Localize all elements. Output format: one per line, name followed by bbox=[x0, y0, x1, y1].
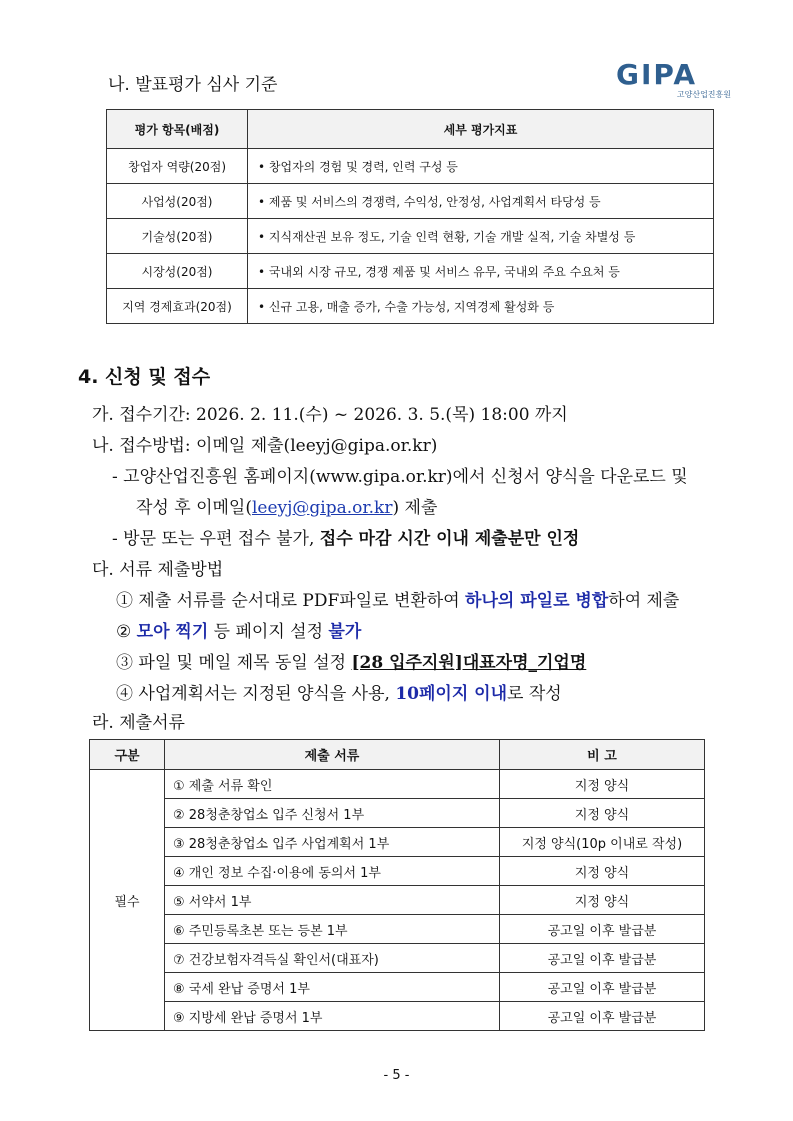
header-note: 비 고 bbox=[500, 740, 705, 770]
document-note: 지정 양식(10p 이내로 작성) bbox=[500, 828, 705, 857]
rule-1-text: ① 제출 서류를 순서대로 PDF파일로 변환하여 bbox=[116, 591, 466, 611]
criteria-detail: • 창업자의 경험 및 경력, 인력 구성 등 bbox=[248, 149, 714, 184]
evaluation-criteria-table bbox=[106, 109, 714, 324]
document-name: ⑤ 서약서 1부 bbox=[165, 886, 500, 915]
documents-title: 라. 제출서류 bbox=[92, 713, 185, 733]
table-row bbox=[90, 1002, 705, 1031]
header-category: 구분 bbox=[90, 740, 165, 770]
criteria-item: 창업자 역량(20점) bbox=[107, 149, 248, 184]
header-document: 제출 서류 bbox=[165, 740, 500, 770]
rule-2-text: 등 페이지 설정 bbox=[208, 622, 329, 642]
application-method: 나. 접수방법: 이메일 제출(leeyj@gipa.or.kr) bbox=[92, 436, 438, 456]
section-heading: 4. 신청 및 접수 bbox=[78, 366, 211, 388]
table-row bbox=[107, 149, 714, 184]
submission-title: 다. 서류 제출방법 bbox=[92, 560, 224, 580]
submission-rule-3 bbox=[116, 648, 586, 673]
logo-text: GIPA bbox=[616, 58, 698, 91]
page-number: - 5 - bbox=[383, 1068, 410, 1083]
document-note: 지정 양식 bbox=[500, 857, 705, 886]
criteria-detail: • 신규 고용, 매출 증가, 수출 가능성, 지역경제 활성화 등 bbox=[248, 289, 714, 324]
document-name: ① 제출 서류 확인 bbox=[165, 770, 500, 799]
logo-subtext: 고양산업진흥원 bbox=[676, 90, 731, 99]
document-name: ③ 28청춘창업소 입주 사업계획서 1부 bbox=[165, 828, 500, 857]
method-detail-2-prefix: 작성 후 이메일( bbox=[136, 498, 252, 518]
rule-2-prefix: ② bbox=[116, 622, 137, 642]
criteria-item: 지역 경제효과(20점) bbox=[107, 289, 248, 324]
section-subtitle: 나. 발표평가 심사 기준 bbox=[108, 75, 278, 95]
criteria-item: 시장성(20점) bbox=[107, 254, 248, 289]
required-documents-table bbox=[89, 739, 705, 1031]
method-detail-3 bbox=[112, 524, 579, 549]
category-cell: 필수 bbox=[90, 770, 165, 1031]
table-row bbox=[90, 944, 705, 973]
criteria-item: 기술성(20점) bbox=[107, 219, 248, 254]
document-name: ② 28청춘창업소 입주 신청서 1부 bbox=[165, 799, 500, 828]
rule-4-suffix: 로 작성 bbox=[507, 684, 562, 704]
table-row bbox=[90, 915, 705, 944]
rule-4-text: ④ 사업계획서는 지정된 양식을 사용, bbox=[116, 684, 396, 704]
header-item: 평가 항목(배점) bbox=[107, 110, 248, 149]
table-header-row bbox=[107, 110, 714, 149]
gipa-logo bbox=[616, 56, 731, 99]
document-note: 지정 양식 bbox=[500, 886, 705, 915]
criteria-item: 사업성(20점) bbox=[107, 184, 248, 219]
submission-rule-1 bbox=[116, 586, 679, 611]
rule-1-suffix: 하여 제출 bbox=[608, 591, 680, 611]
table-row bbox=[107, 289, 714, 324]
table-row bbox=[90, 799, 705, 828]
rule-3-format: [28 입주지원]대표자명_기업명 bbox=[351, 653, 587, 673]
document-note: 공고일 이후 발급분 bbox=[500, 1002, 705, 1031]
criteria-detail: • 국내외 시장 규모, 경쟁 제품 및 서비스 유무, 국내외 주요 수요처 등 bbox=[248, 254, 714, 289]
table-row bbox=[90, 857, 705, 886]
document-name: ⑧ 국세 완납 증명서 1부 bbox=[165, 973, 500, 1002]
table-row bbox=[90, 973, 705, 1002]
submission-rule-4 bbox=[116, 679, 562, 704]
document-name: ⑥ 주민등록초본 또는 등본 1부 bbox=[165, 915, 500, 944]
table-header-row bbox=[90, 740, 705, 770]
document-name: ⑨ 지방세 완납 증명서 1부 bbox=[165, 1002, 500, 1031]
method-detail-2 bbox=[136, 493, 437, 518]
table-row bbox=[90, 886, 705, 915]
rule-2-highlight: 모아 찍기 bbox=[136, 622, 209, 642]
application-period: 가. 접수기간: 2026. 2. 11.(수) ~ 2026. 3. 5.(목) 18:00 까지 bbox=[92, 405, 568, 425]
rule-1-highlight: 하나의 파일로 병합 bbox=[465, 591, 609, 611]
document-note: 지정 양식 bbox=[500, 770, 705, 799]
header-detail: 세부 평가지표 bbox=[248, 110, 714, 149]
criteria-detail: • 제품 및 서비스의 경쟁력, 수익성, 안정성, 사업계획서 타당성 등 bbox=[248, 184, 714, 219]
table-row bbox=[107, 254, 714, 289]
table-row bbox=[90, 770, 705, 799]
method-detail-3-text: - 방문 또는 우편 접수 불가, bbox=[112, 529, 320, 549]
document-note: 공고일 이후 발급분 bbox=[500, 915, 705, 944]
table-row bbox=[90, 828, 705, 857]
criteria-detail: • 지식재산권 보유 정도, 기술 인력 현황, 기술 개발 실적, 기술 차별성 등 bbox=[248, 219, 714, 254]
rule-2-prohibited: 불가 bbox=[328, 622, 362, 642]
document-name: ⑦ 건강보험자격득실 확인서(대표자) bbox=[165, 944, 500, 973]
rule-4-highlight: 10페이지 이내 bbox=[395, 684, 508, 704]
table-row bbox=[107, 184, 714, 219]
document-note: 지정 양식 bbox=[500, 799, 705, 828]
method-detail-2-suffix: ) 제출 bbox=[392, 498, 438, 518]
email-link[interactable]: leeyj@gipa.or.kr bbox=[251, 498, 393, 518]
document-name: ④ 개인 정보 수집·이용에 동의서 1부 bbox=[165, 857, 500, 886]
deadline-note: 접수 마감 시간 이내 제출분만 인정 bbox=[319, 529, 580, 549]
document-note: 공고일 이후 발급분 bbox=[500, 944, 705, 973]
method-detail-1: - 고양산업진흥원 홈페이지(www.gipa.or.kr)에서 신청서 양식을 다운로드 및 bbox=[112, 467, 688, 487]
document-note: 공고일 이후 발급분 bbox=[500, 973, 705, 1002]
submission-rule-2 bbox=[116, 617, 361, 642]
rule-3-text: ③ 파일 및 메일 제목 동일 설정 bbox=[116, 653, 352, 673]
table-row bbox=[107, 219, 714, 254]
